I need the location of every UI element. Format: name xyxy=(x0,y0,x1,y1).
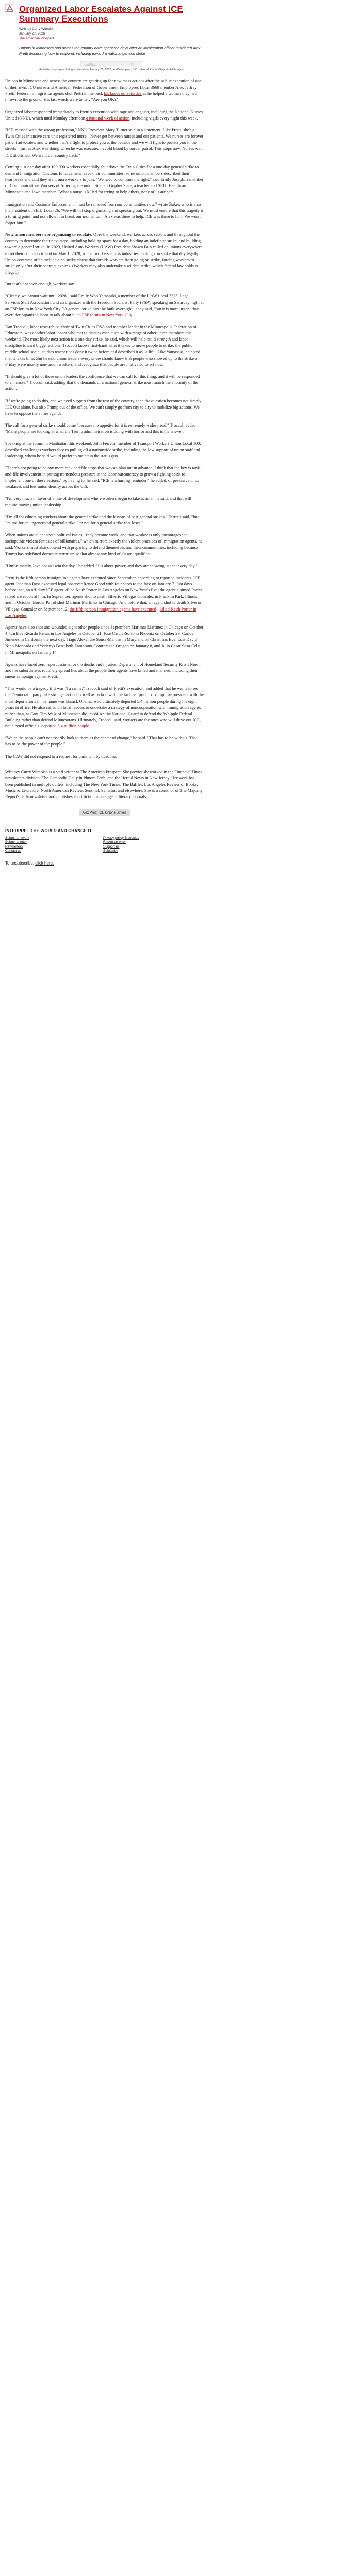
footer-link-newsletters[interactable]: Newsletters xyxy=(5,844,23,849)
inline-link[interactable]: a national week of action xyxy=(86,115,130,121)
bold-lead: Now union members are organizing to escalate. xyxy=(5,232,92,238)
paragraph: "We as the people can't necessarily look to them as the center of change," he said. "That has to be with us. That has to be the power of the people." xyxy=(5,736,198,747)
article-title[interactable]: Organized Labor Escalates Against ICE Summary Executions xyxy=(19,4,183,24)
footer xyxy=(5,828,204,866)
paragraph: "ICE messed with the wrong profession," NNU President Mary Turner said in a statement. Like Pretti, she's a Twin Cities intensive care unit registered nurse. "Never get between nurses and our patients. We nurses are forever patient advocates, and whether that's a fight to protect you at the bedside and we will fight to protect you in the streets—just as Alex was doing when he was executed in cold blood by border patrol. This stops now. Nurses want ICE abolished. We want our country back." xyxy=(5,127,204,158)
paragraph: Speaking at the forum in Manhattan this weekend, John Ferretti, member of Transport Workers Union Local 100, described challenges workers face to pulling off a nationwide strike, including the low support of union staff and leadership, whom he said would prefer to maintain the status quo. xyxy=(5,441,201,459)
footer-link-privacy[interactable]: Privacy policy & cookies xyxy=(103,836,139,840)
footer-links xyxy=(5,836,204,854)
footer-link-submit-letter[interactable]: Submit a letter xyxy=(5,840,27,844)
article-column xyxy=(5,4,204,866)
footer-links-left xyxy=(5,836,103,854)
paragraph: Pretti is the fifth person immigration agents have executed since September, according to reported incidents. ICE agent Jonathan Ross executed legal observer Renee Good with four shots to the face on January 7. Just days before that, an off-duty ICE agent killed Keith Porter in Los Angeles on New Year's Eve; the agent claimed Porter raised a weapon at him. In September, agents shot to death Silverio Villegas González in Franklin Park, Illinois, and in October, Border Patrol shot Marimar Martinez in Chicago. And before that, an agent shot to death Silverio Villegas-González on September 12. the fifth person immigration agents have executed · killed Keith Porter in Los Angeles xyxy=(5,575,202,618)
paragraph: But that's not soon enough, workers say. xyxy=(5,282,75,287)
paragraph: "Unfortunately, love doesn't win the day," he added. "It's about power, and they are showing us that every day." xyxy=(5,563,198,568)
paragraph: Now union members are organizing to escalate. Over the weekend, workers across sectors and throughout the country to determine their next steps, including holding space for a day, holding an indefinite strike, and building toward a general strike. In 2023, United Auto Workers (UAW) President Shawn Fain called on unions everywhere to set their contracts to end on May 1, 2028, so that workers across industries could go on strike that day legally. Union contracts often include a no-strike clause that forbids workers from going on strike, forcing workers to strike only after their contract expires. (Workers may also undertake a wildcat strike, which federal law holds is illegal.) xyxy=(5,232,203,275)
footer-link-subscribe[interactable]: Subscribe xyxy=(103,849,118,853)
tag-row xyxy=(5,806,204,816)
paragraph: Immigration and Customs Enforcement "must be removed from our communities now," wrote Baker, who is also the president of SEIU Local 26. "We will not stop organizing and speaking out. We must ensure that this tragedy is a turning point, and not allow it to break our momentum. Alex was there to help. ICE was there to hurt. We won't forget him." xyxy=(5,201,204,225)
paragraph: "Clearly, we cannot wait until 2028," said Emily Woo Yamasaki, a member of the UAW Local 2325, Legal Services Staff Association, and an organizer with the Freedom Socialist Party (FSP), speaking on Saturday night at an FSP forum in New York City. "A general strike can't be built overnight," they said, "but it is more urgent than ever" for organized labor to talk about it. an FSP forum in New York City xyxy=(5,294,204,317)
paragraph: "I'm all for educating workers about the general strike and the lessons of past general strikes," Ferretti said, "but I'm not for an ungenerated general strike. I'm not for a general strike that loses." xyxy=(5,514,199,526)
footer-link-report-error[interactable]: Report an error xyxy=(103,840,126,844)
article-tags[interactable]: Alex Pretti ICE Unions Strikes xyxy=(79,809,130,816)
inline-link[interactable]: the fifth person immigration agents have executed xyxy=(69,606,156,612)
author-name: Whitney Curry Wimbish xyxy=(19,27,54,31)
paragraph: When unions are silent about political issues, "they become weak, and that weakness only encourages the sociopathic violent fantasies of billionaires," which mirrors exactly the violent practices of immigration agents, he said. Workers must also contend with preparing to defend themselves and their communities, including because Trump has redefined domestic terrorism so that almost any kind of dissent qualifies. xyxy=(5,533,203,556)
inline-link[interactable]: his knees on Saturday xyxy=(104,91,142,96)
article-figure xyxy=(19,61,204,72)
inline-link[interactable]: an FSP forum in New York City xyxy=(76,312,133,317)
image-caption: Activists carry signs during a protest on January 26, 2026, in Washington, D.C. - Probal Rashid/Sipa via AP Images xyxy=(39,68,184,71)
inline-link[interactable]: killed Keith Porter in Los Angeles xyxy=(5,606,196,618)
article-dek: Unions in Minnesota and across the country have spent the days after an immigration officer murdered Alex Pretti discussing how to respond, including toward a national general strike xyxy=(19,46,201,56)
unsubscribe-line: To unsubscribe, click here. xyxy=(5,860,54,866)
paragraph: "There's not going to be any more rank and file stops that we can plan out in advance. I think that the key is rank-and-file involvement in putting tremendous pressure in the labor bureaucracy to grow a fighting spirit to implement one of these actions," by having to, he said. "ICE is a hurting reminder," he added, of pervasive union weakness and low union density across the U.S. xyxy=(5,465,202,489)
unsubscribe-link[interactable]: click here. xyxy=(35,860,54,866)
footer-heading: INTERPRET THE WORLD AND CHANGE IT xyxy=(5,828,92,833)
publish-date: January 27, 2026 xyxy=(19,32,45,36)
footer-links-right xyxy=(103,836,201,854)
paragraph: Agents have also shot and wounded eight other people since September: Marimar Martinez in Chicago on October 4, Carlitos Ricardo Parias in Los Angeles in October 21, Jose Garcia-Sorto in Phoenix on October 29, Carlos Jimenez in California the next day, Tiago Alexandre Sousa-Martins in Maryland on Christmas Eve, Luis David Nino-Moncada and Yorlenys Betzabeth Zambrano-Contreras in Oregon on January 8, and Julio Cesar Sosa-Celis in Minneapolis on January 14. xyxy=(5,624,204,655)
footer-link-support[interactable]: Support us xyxy=(103,844,120,849)
paragraph: Dan Troccoli, labor research co-chair of Twin Cities DSA and member leader in the Minneapolis Federation of Educators, was another labor leader who met to discuss escalation with a range of other union members this weekend. The most likely next action is a one-day strike, he said, which will help build strength and labor discipline toward bigger actions. Troccoli knows first-hand what it takes to move people to strike; the public middle school social studies teacher has done it twice before and described it as "a lift." Like Yamasaki, he noted that it takes time. But he said union leaders everywhere should know that people who showed up to the strike on Friday were mostly non-union workers, and recognize that people are motivated to act now. xyxy=(5,325,201,367)
paragraph: Unions in Minnesota and across the country are gearing up for new mass actions after the public execution of one of their own, ICU nurse and American Federation of Government Employees Local 3669 member Alex Jeffrey Pretti. Federal immigration agents shot Pretti in the back his knees on Saturday as he helped a woman they had thrown to the ground. His last words were to her: "Are you OK?" xyxy=(5,79,202,103)
inline-link[interactable]: deported 5.4 million people xyxy=(41,724,89,729)
publication-link[interactable]: The American Prospect xyxy=(19,37,54,40)
paragraph: "I'm very much in favor of a line of development where workers begin to take action," he said, and that will require moving union leadership. xyxy=(5,496,191,507)
author-bio: Whitney Curry Wimbish is a staff writer at The American Prospect. She previously worked in the Financial Times newsletters division, The Cambodia Daily in Phnom Penh, and the Herald News in New Jersey. Her work has been published in multiple outlets, including The New York Times, The Baffler, Los Angeles Review of Books, Music & Literature, North American Review, Sentinel, Semafor, and elsewhere. She is a coauthor of The Majority Report's daily newsletter and publishes short fiction in a range of literary journals. xyxy=(5,769,203,800)
paragraph: Organized labor responded immediately to Pretti's execution with rage and anguish, including the National Nurses United (NNU), which until Monday afternoon a national week of action, including vigils every night this week. xyxy=(5,109,203,121)
paragraph: "It should give a lot of these union leaders the confidence that we can call for this thing, and it will be responded to en masse," Troccoli said, adding that the demands of a national general strike must match the enormity of the action. xyxy=(5,374,200,392)
byline xyxy=(19,27,204,41)
paragraph: "This would be a tragedy if it wasn't a crime," Troccoli said of Pretti's execution, and added that he wants to see the Democratic party take stronger action as well as reckon with the fact that prior to Trump, the president with the most deportations in his name was Barack Obama, who ultimately deported 5.4 million people during his eight years in office. He also called on local leaders to undertake a strategy of noncooperation with immigration agents rather than, as Gov. Tim Walz of Minnesota did, mobilize the National Guard to defend the Whipple Federal Building rather than defend Minnesotans. Ultimately, Troccoli said, workers are the ones who will drive out ICE, not elected officials. deported 5.4 million people xyxy=(5,686,204,729)
hero-image-icon xyxy=(80,61,142,67)
paragraph: Agents have faced zero repercussions for the deaths and injuries. Department of Homeland Security Kristi Noem and her subordinates routinely spread lies about the people their agents have killed and maimed, including their smear campaign against Pretti. xyxy=(5,662,201,680)
paragraph: Coming just one day after 100,000 workers essentially shut down the Twin Cities for a one-day general strike to demand Immigration Customs Enforcement leave their communities, some union members described their heartbreak and said they want more workers to join. "We need to continue the fight," said Emily Joseph, a member of Communications Workers of America, the union Sinclair Gopher State, a teacher and SEIU Healthcare Minnesota and Iowa member. "What a nurse is killed for trying to help others, none of us are safe." xyxy=(5,164,204,195)
article-body xyxy=(5,78,204,801)
paragraph: The call for a general strike should come "because the appetite for it is extremely widespread," Troccoli added. "Many people are looking at what the Trump administration is doing with horror and this is the answer." xyxy=(5,423,197,434)
footer-link-submit-event[interactable]: Submit an event xyxy=(5,836,29,840)
footer-link-contact[interactable]: Contact us xyxy=(5,849,22,853)
publication-logo-icon xyxy=(5,4,14,13)
paragraph: The CAW did not respond to a request for comment by deadline. xyxy=(5,754,117,759)
paragraph: "If we're going to do this, and we need support from the rest of the country, then the question becomes not simply ICE Out alone, but also Trump out of the office. We can't simply go from city to city to mobilize big actions. We have to oppose the entire agenda." xyxy=(5,398,202,416)
